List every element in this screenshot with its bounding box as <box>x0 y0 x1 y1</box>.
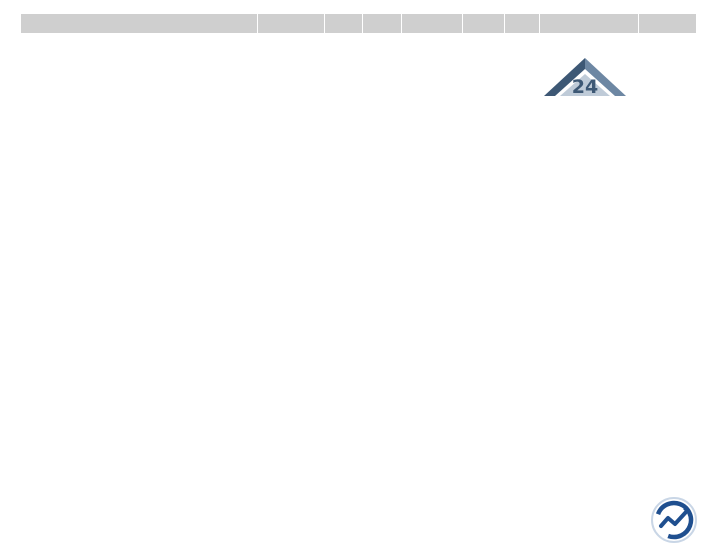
header-producer <box>258 14 324 33</box>
bourse24-logo <box>540 52 630 126</box>
header-product-name <box>540 14 638 33</box>
svg-text:24: 24 <box>571 76 599 98</box>
cell-code <box>639 34 696 545</box>
header-code <box>639 14 696 33</box>
header-description <box>21 14 257 33</box>
header-price <box>402 14 462 33</box>
cell-description <box>21 34 257 545</box>
header-delivery <box>505 14 539 33</box>
cell-delivery <box>505 34 539 545</box>
cell-settlement <box>463 34 504 545</box>
circular-arrow-badge-icon <box>650 496 698 544</box>
header-increase <box>363 14 401 33</box>
cell-increase <box>363 34 401 545</box>
cell-price <box>402 34 462 545</box>
cell-quantity <box>325 34 362 545</box>
bourse24-logo-icon <box>540 52 630 126</box>
cell-producer <box>258 34 324 545</box>
header-quantity <box>325 14 362 33</box>
header-settlement <box>463 14 504 33</box>
